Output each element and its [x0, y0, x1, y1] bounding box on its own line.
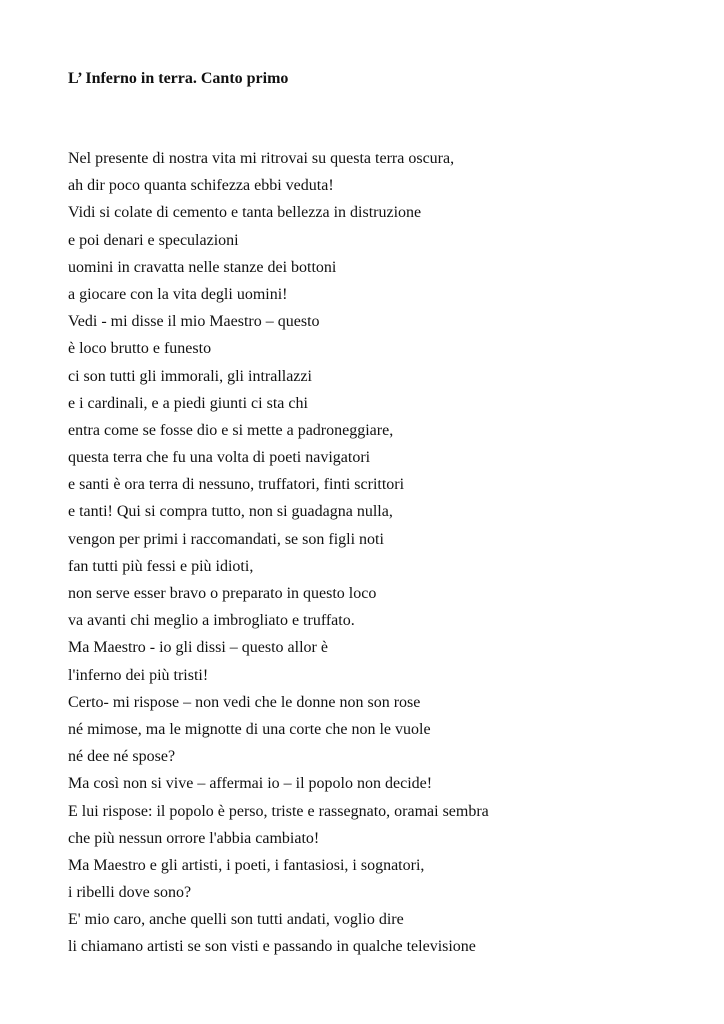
verse-line: E lui rispose: il popolo è perso, triste e rassegnato, oramai sembra [68, 802, 489, 820]
verse-line: né mimose, ma le mignotte di una corte che non le vuole [68, 720, 431, 738]
verse-line: va avanti chi meglio a imbrogliato e truffato. [68, 612, 355, 630]
verse-line: E' mio caro, anche quelli son tutti andati, voglio dire [68, 911, 404, 929]
verse-line: entra come se fosse dio e si mette a padroneggiare, [68, 421, 394, 439]
verse-line: Certo- mi rispose – non vedi che le donne non son rose [68, 693, 421, 711]
verse-line: Ma Maestro - io gli dissi – questo allor è [68, 639, 328, 657]
verse-line: che più nessun orrore l'abbia cambiato! [68, 829, 320, 847]
verse-line: Nel presente di nostra vita mi ritrovai su questa terra oscura, [68, 150, 455, 167]
verse-line: vengon per primi i raccomandati, se son figli noti [68, 530, 384, 548]
verse-line: questa terra che fu una volta di poeti navigatori [68, 449, 371, 467]
verse-line: e poi denari e speculazioni [68, 231, 239, 249]
verse-line: ah dir poco quanta schifezza ebbi veduta! [68, 177, 334, 195]
verse-line: non serve esser bravo o preparato in questo loco [68, 585, 377, 602]
verse-line: a giocare con la vita degli uomini! [68, 285, 288, 303]
verse-line: e santi è ora terra di nessuno, truffatori, finti scrittori [68, 476, 405, 494]
verse-line: e i cardinali, e a piedi giunti ci sta chi [68, 394, 308, 412]
verse-line: Vedi - mi disse il mio Maestro – questo [68, 313, 320, 331]
verse-line: fan tutti più fessi e più idioti, [68, 557, 254, 575]
verse-line: né dee né spose? [68, 748, 176, 766]
verse-line: li chiamano artisti se son visti e passando in qualche televisione [68, 938, 476, 956]
verse-line: Ma così non si vive – affermai io – il popolo non decide! [68, 775, 433, 793]
verse-line: l'inferno dei più tristi! [68, 666, 209, 684]
verse-line: i ribelli dove sono? [68, 884, 192, 902]
verse-line: e tanti! Qui si compra tutto, non si guadagna nulla, [68, 503, 393, 521]
verse-line: Vidi si colate di cemento e tanta bellezza in distruzione [68, 204, 422, 222]
document-title: L’ Inferno in terra. Canto primo [68, 70, 289, 87]
verse-line: uomini in cravatta nelle stanze dei bottoni [68, 258, 337, 276]
poem-body [68, 145, 708, 961]
verse-line: è loco brutto e funesto [68, 340, 212, 358]
verse-line: ci son tutti gli immorali, gli intrallazzi [68, 367, 312, 385]
verse-line: Ma Maestro e gli artisti, i poeti, i fantasiosi, i sognatori, [68, 856, 425, 874]
